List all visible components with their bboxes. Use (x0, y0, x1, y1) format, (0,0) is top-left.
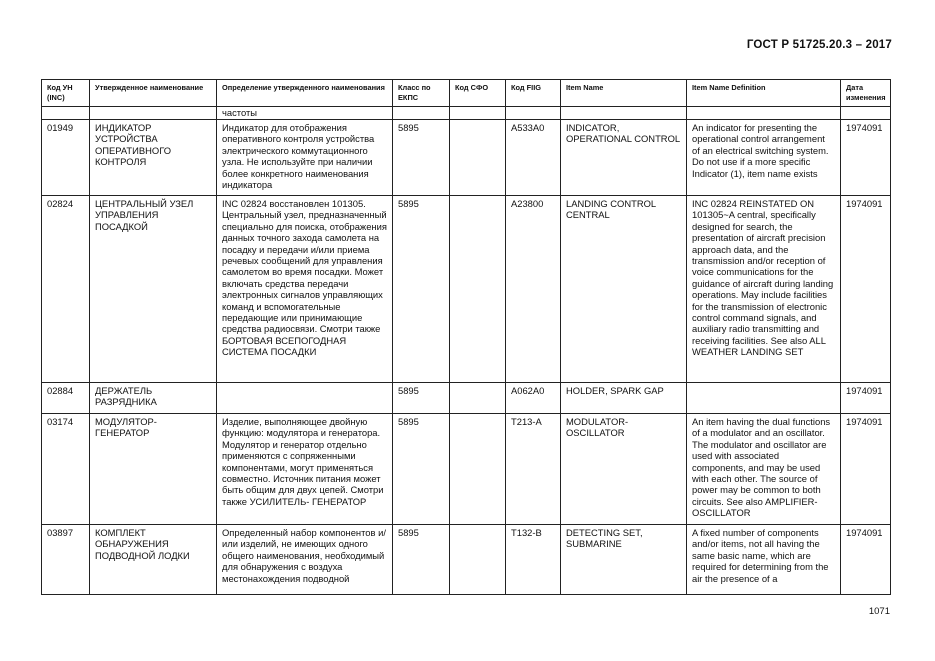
cell-fiig: T132-B (506, 525, 561, 595)
cell-fiig: A23800 (506, 196, 561, 383)
cell-class: 5895 (393, 196, 450, 383)
cell-name: МОДУЛЯТОР-ГЕНЕРАТОР (90, 414, 217, 525)
cell-definition: частоты (217, 107, 393, 120)
cell-item-name: INDICATOR, OPERATIONAL CONTROL (561, 120, 687, 196)
table-row (42, 414, 891, 525)
page-number: 1071 (868, 606, 890, 617)
cell-empty (90, 107, 217, 120)
cell-sfo (450, 414, 506, 525)
cell-inc: 02884 (42, 383, 90, 414)
cell-inc: 01949 (42, 120, 90, 196)
cell-sfo (450, 525, 506, 595)
cell-item-name: DETECTING SET, SUBMARINE (561, 525, 687, 595)
column-header-inc: Код УН (INC) (42, 80, 90, 107)
column-header-name: Утвержденное наименование (90, 80, 217, 107)
cell-definition: Определенный набор компонентов и/или изделий, не имеющих одного общего наименования, необходимый для обнаружения с воздуха местонахождения подводной (217, 525, 393, 595)
cell-name: ЦЕНТРАЛЬНЫЙ УЗЕЛ УПРАВЛЕНИЯ ПОСАДКОЙ (90, 196, 217, 383)
cell-inc: 02824 (42, 196, 90, 383)
cell-item-name: MODULATOR-OSCILLATOR (561, 414, 687, 525)
column-header-definition: Определение утвержденного наименования (217, 80, 393, 107)
cell-empty (42, 107, 90, 120)
table-header-row (42, 80, 891, 107)
cell-item-definition (687, 383, 841, 414)
cell-name: КОМПЛЕКТ ОБНАРУЖЕНИЯ ПОДВОДНОЙ ЛОДКИ (90, 525, 217, 595)
cell-definition (217, 383, 393, 414)
cell-fiig: A533A0 (506, 120, 561, 196)
cell-class: 5895 (393, 414, 450, 525)
cell-empty (561, 107, 687, 120)
table-row (42, 525, 891, 595)
cell-definition: INC 02824 восстановлен 101305. Центральный узел, предназначенный специально для поиска, отображения данных точного захода самолета на посадку и передачи и/или приема речевых сообщений для управления самолетом во время посадки. Может включать средства передачи электронных сигналов управляющих команд и вспомогательные передающие или принимающие средства радиосвязи. Смотри также БОРТОВАЯ ВСЕПОГОДНАЯ СИСТЕМА ПОСАДКИ (217, 196, 393, 383)
cell-item-definition: An item having the dual functions of a modulator and an oscillator. The modulator and oscillator are used with associated components, and may be used with each other. The source of power may be common to both circuits. See also AMPLIFIER-OSCILLATOR (687, 414, 841, 525)
cell-definition: Индикатор для отображения оперативного контроля устройства электрического коммутационного узла. Не используйте при наличии более конкретного наименования индикатора (217, 120, 393, 196)
cell-item-definition: INC 02824 REINSTATED ON 101305~A central, specifically designed for search, the presentation of aircraft precision approach data, and the transmission and/or reception of voice communications for the guidance of aircraft during landing operations. May include facilities for the transmission of electronic control command signals, and auxiliary radio transmitting and receiving facilities. See also ALL WEATHER LANDING SET (687, 196, 841, 383)
cell-empty (393, 107, 450, 120)
cell-date: 1974091 (841, 414, 891, 525)
catalog-table (41, 79, 891, 595)
cell-inc: 03897 (42, 525, 90, 595)
column-header-item-name: Item Name (561, 80, 687, 107)
table-row (42, 120, 891, 196)
cell-name: ИНДИКАТОР УСТРОЙСТВА ОПЕРАТИВНОГО КОНТРОЛЯ (90, 120, 217, 196)
cell-fiig: A062A0 (506, 383, 561, 414)
cell-empty (450, 107, 506, 120)
cell-date: 1974091 (841, 383, 891, 414)
cell-date: 1974091 (841, 196, 891, 383)
cell-sfo (450, 196, 506, 383)
cell-definition: Изделие, выполняющее двойную функцию: модулятора и генератора. Модулятор и генератор отдельно применяются с сопряженными компонентами, могут применяться совместно. Источник питания может быть общим для двух цепей. Смотри также УСИЛИТЕЛЬ- ГЕНЕРАТОР (217, 414, 393, 525)
cell-item-definition: A fixed number of components and/or items, not all having the same basic name, which are required for determining from the air the presence of a (687, 525, 841, 595)
cell-empty (506, 107, 561, 120)
column-header-item-definition: Item Name Definition (687, 80, 841, 107)
cell-class: 5895 (393, 120, 450, 196)
cell-date: 1974091 (841, 120, 891, 196)
column-header-class: Класс по ЕКПС (393, 80, 450, 107)
cell-item-name: LANDING CONTROL CENTRAL (561, 196, 687, 383)
cell-class: 5895 (393, 383, 450, 414)
column-header-date: Дата изменения (841, 80, 891, 107)
cell-class: 5895 (393, 525, 450, 595)
cell-item-definition: An indicator for presenting the operational control arrangement of an electrical switching system. Do not use if a more specific Indicator (1), item name exists (687, 120, 841, 196)
cell-name: ДЕРЖАТЕЛЬ РАЗРЯДНИКА (90, 383, 217, 414)
document-header: ГОСТ Р 51725.20.3 – 2017 (746, 39, 892, 51)
cell-empty (687, 107, 841, 120)
cell-empty (841, 107, 891, 120)
cell-sfo (450, 120, 506, 196)
cell-inc: 03174 (42, 414, 90, 525)
column-header-sfo: Код СФО (450, 80, 506, 107)
table-row (42, 383, 891, 414)
table-row-continuation (42, 107, 891, 120)
column-header-fiig: Код FIIG (506, 80, 561, 107)
cell-item-name: HOLDER, SPARK GAP (561, 383, 687, 414)
table-row (42, 196, 891, 383)
cell-fiig: T213-A (506, 414, 561, 525)
cell-date: 1974091 (841, 525, 891, 595)
cell-sfo (450, 383, 506, 414)
